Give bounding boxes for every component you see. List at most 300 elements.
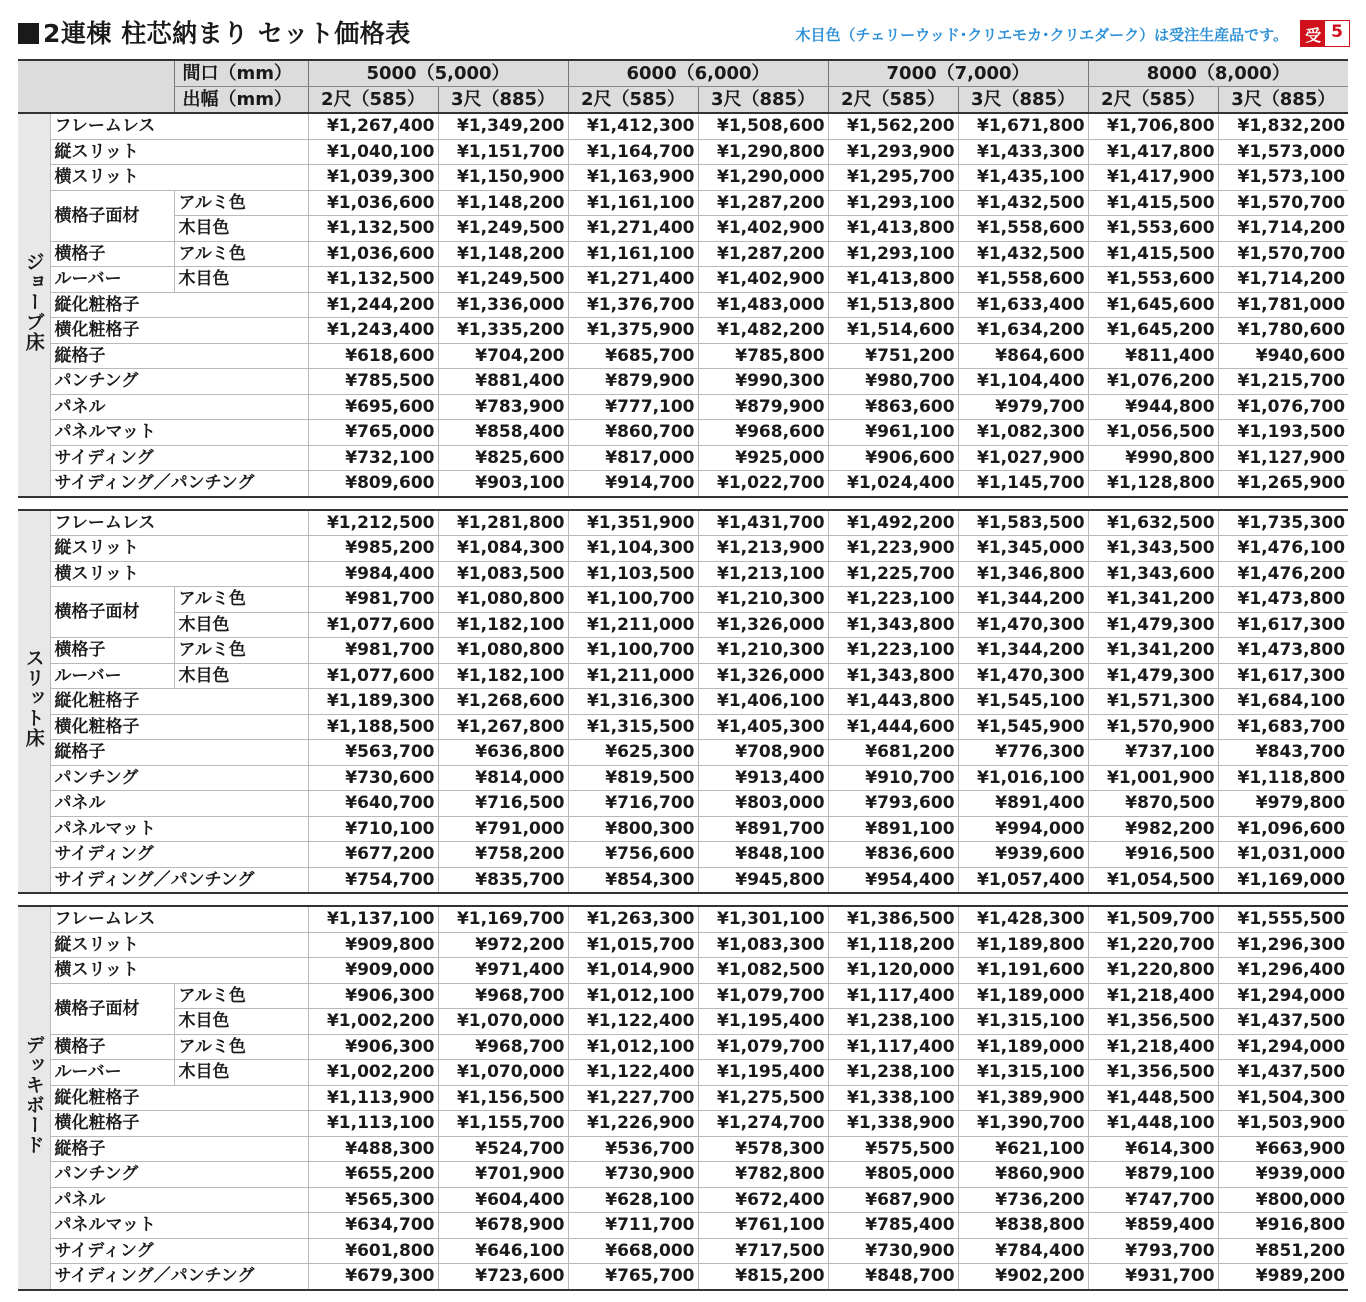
price-cell: ¥1,189,000 [958,1034,1088,1060]
table-row [18,740,1348,766]
price-cell: ¥1,076,200 [1088,369,1218,395]
price-cell: ¥1,117,400 [828,983,958,1009]
price-cell: ¥1,132,500 [308,216,438,242]
price-cell: ¥1,100,700 [568,587,698,613]
price-cell: ¥1,002,200 [308,1009,438,1035]
item-name: 縦格子 [50,740,308,766]
table-row [18,165,1348,191]
price-cell: ¥1,706,800 [1088,113,1218,139]
price-cell: ¥1,343,500 [1088,536,1218,562]
price-cell: ¥1,022,700 [698,471,828,497]
depth-label: 出幅（mm） [174,87,308,114]
item-name: 横スリット [50,958,308,984]
price-cell: ¥843,700 [1218,740,1348,766]
spacer-cell [18,893,1348,906]
price-cell: ¥848,100 [698,842,828,868]
price-cell: ¥1,483,000 [698,292,828,318]
table-row [18,1264,1348,1290]
price-cell: ¥1,223,900 [828,536,958,562]
price-cell: ¥891,100 [828,816,958,842]
price-cell: ¥793,700 [1088,1238,1218,1264]
price-cell: ¥870,500 [1088,791,1218,817]
price-cell: ¥1,215,700 [1218,369,1348,395]
table-row [18,663,1348,689]
price-cell: ¥1,189,000 [958,983,1088,1009]
price-cell: ¥1,137,100 [308,906,438,932]
price-cell: ¥1,476,100 [1218,536,1348,562]
price-cell: ¥732,100 [308,445,438,471]
depth-header: 2尺（585） [828,87,958,114]
price-cell: ¥1,290,000 [698,165,828,191]
price-cell: ¥687,900 [828,1187,958,1213]
price-cell: ¥1,120,000 [828,958,958,984]
price-cell: ¥1,271,400 [568,216,698,242]
table-row [18,983,1348,1009]
price-cell: ¥614,300 [1088,1136,1218,1162]
group-spacer [18,497,1348,510]
depth-header: 3尺（885） [698,87,828,114]
price-cell: ¥730,900 [568,1162,698,1188]
price-cell: ¥1,444,600 [828,714,958,740]
title-bar [18,8,1350,54]
price-cell: ¥695,600 [308,394,438,420]
item-name: パネル [50,791,308,817]
price-cell: ¥1,301,100 [698,906,828,932]
price-cell: ¥851,200 [1218,1238,1348,1264]
price-cell: ¥1,508,600 [698,113,828,139]
price-cell: ¥1,169,700 [438,906,568,932]
price-cell: ¥1,562,200 [828,113,958,139]
table-row [18,1213,1348,1239]
price-cell: ¥914,700 [568,471,698,497]
price-cell: ¥1,193,500 [1218,420,1348,446]
page-title-text: 2連棟 柱芯納まり セット価格表 [43,19,411,48]
price-cell: ¥1,344,200 [958,587,1088,613]
item-name: サイディング [50,842,308,868]
price-cell: ¥1,103,500 [568,561,698,587]
price-cell: ¥710,100 [308,816,438,842]
price-cell: ¥981,700 [308,638,438,664]
table-row [18,714,1348,740]
price-cell: ¥1,315,100 [958,1060,1088,1086]
group-label-cell [18,510,50,894]
price-cell: ¥1,545,900 [958,714,1088,740]
item-name: サイディング [50,445,308,471]
price-cell: ¥488,300 [308,1136,438,1162]
price-cell: ¥751,200 [828,343,958,369]
price-cell: ¥979,800 [1218,791,1348,817]
price-cell: ¥863,600 [828,394,958,420]
price-cell: ¥1,671,800 [958,113,1088,139]
price-cell: ¥906,600 [828,445,958,471]
price-cell: ¥765,000 [308,420,438,446]
price-cell: ¥1,079,700 [698,1034,828,1060]
price-cell: ¥1,341,200 [1088,638,1218,664]
price-cell: ¥1,645,600 [1088,292,1218,318]
sub-name: 木目色 [174,1009,308,1035]
price-table [18,59,1348,1291]
price-cell: ¥803,000 [698,791,828,817]
item-name: フレームレス [50,510,308,536]
price-cell: ¥716,500 [438,791,568,817]
price-cell: ¥980,700 [828,369,958,395]
price-cell: ¥1,558,600 [958,216,1088,242]
price-cell: ¥685,700 [568,343,698,369]
price-cell: ¥1,482,200 [698,318,828,344]
price-cell: ¥972,200 [438,932,568,958]
price-cell: ¥1,223,100 [828,587,958,613]
price-cell: ¥628,100 [568,1187,698,1213]
price-cell: ¥1,415,500 [1088,190,1218,216]
item-name: ルーバー [50,1060,174,1086]
price-cell: ¥1,470,300 [958,663,1088,689]
price-cell: ¥854,300 [568,867,698,893]
price-cell: ¥809,600 [308,471,438,497]
price-cell: ¥939,000 [1218,1162,1348,1188]
price-cell: ¥736,200 [958,1187,1088,1213]
price-cell: ¥1,343,800 [828,663,958,689]
price-cell: ¥1,220,800 [1088,958,1218,984]
item-name: サイディング／パンチング [50,1264,308,1290]
price-cell: ¥1,220,700 [1088,932,1218,958]
item-name: 縦化粧格子 [50,689,308,715]
price-cell: ¥860,900 [958,1162,1088,1188]
price-cell: ¥1,406,100 [698,689,828,715]
price-cell: ¥1,781,000 [1218,292,1348,318]
table-row [18,842,1348,868]
price-cell: ¥1,417,800 [1088,139,1218,165]
price-cell: ¥1,211,000 [568,663,698,689]
table-row [18,216,1348,242]
price-cell: ¥825,600 [438,445,568,471]
price-cell: ¥1,343,800 [828,612,958,638]
spacer-cell [18,497,1348,510]
item-name: フレームレス [50,113,308,139]
price-cell: ¥701,900 [438,1162,568,1188]
price-cell: ¥1,417,900 [1088,165,1218,191]
table-row [18,1085,1348,1111]
price-cell: ¥536,700 [568,1136,698,1162]
price-cell: ¥1,553,600 [1088,267,1218,293]
item-name: パンチング [50,765,308,791]
price-cell: ¥879,900 [698,394,828,420]
table-row [18,445,1348,471]
order-badge-label: 受 [1301,21,1325,46]
price-cell: ¥1,238,100 [828,1060,958,1086]
item-name: サイディング／パンチング [50,867,308,893]
price-cell: ¥1,437,500 [1218,1009,1348,1035]
price-cell: ¥1,014,900 [568,958,698,984]
price-cell: ¥711,700 [568,1213,698,1239]
price-cell: ¥858,400 [438,420,568,446]
price-cell: ¥1,189,800 [958,932,1088,958]
price-cell: ¥1,145,700 [958,471,1088,497]
price-cell: ¥989,200 [1218,1264,1348,1290]
price-cell: ¥879,100 [1088,1162,1218,1188]
price-cell: ¥981,700 [308,587,438,613]
item-name: パネルマット [50,420,308,446]
price-cell: ¥621,100 [958,1136,1088,1162]
price-cell: ¥1,435,100 [958,165,1088,191]
price-cell: ¥879,900 [568,369,698,395]
price-cell: ¥678,900 [438,1213,568,1239]
price-cell: ¥1,402,900 [698,216,828,242]
price-cell: ¥979,700 [958,394,1088,420]
price-cell: ¥1,345,000 [958,536,1088,562]
table-row [18,1009,1348,1035]
price-cell: ¥1,473,800 [1218,587,1348,613]
price-cell: ¥1,390,700 [958,1111,1088,1137]
price-cell: ¥1,683,700 [1218,714,1348,740]
table-row [18,1111,1348,1137]
price-cell: ¥1,634,200 [958,318,1088,344]
price-cell: ¥1,504,300 [1218,1085,1348,1111]
table-row [18,791,1348,817]
price-cell: ¥1,243,400 [308,318,438,344]
price-cell: ¥1,080,800 [438,587,568,613]
price-cell: ¥1,570,900 [1088,714,1218,740]
table-row [18,612,1348,638]
price-cell: ¥916,500 [1088,842,1218,868]
price-cell: ¥1,039,300 [308,165,438,191]
price-cell: ¥1,161,100 [568,190,698,216]
price-cell: ¥1,274,700 [698,1111,828,1137]
price-cell: ¥1,024,400 [828,471,958,497]
price-cell: ¥1,570,700 [1218,190,1348,216]
item-name: 縦スリット [50,139,308,165]
price-cell: ¥1,127,900 [1218,445,1348,471]
price-cell: ¥1,402,900 [698,267,828,293]
price-cell: ¥1,070,000 [438,1060,568,1086]
price-cell: ¥1,428,300 [958,906,1088,932]
price-cell: ¥1,296,300 [1218,932,1348,958]
price-cell: ¥1,012,100 [568,1034,698,1060]
price-cell: ¥601,800 [308,1238,438,1264]
price-cell: ¥1,571,300 [1088,689,1218,715]
price-cell: ¥1,263,300 [568,906,698,932]
page-title [18,14,411,50]
width-header: 8000（8,000） [1088,60,1348,87]
price-cell: ¥1,027,900 [958,445,1088,471]
price-cell: ¥1,155,700 [438,1111,568,1137]
price-cell: ¥1,113,900 [308,1085,438,1111]
price-cell: ¥1,077,600 [308,663,438,689]
item-name: 横格子面材 [50,190,174,241]
price-cell: ¥1,218,400 [1088,983,1218,1009]
price-cell: ¥954,400 [828,867,958,893]
price-cell: ¥1,476,200 [1218,561,1348,587]
item-name: 横化粧格子 [50,318,308,344]
price-cell: ¥1,056,500 [1088,420,1218,446]
price-cell: ¥776,300 [958,740,1088,766]
price-cell: ¥1,714,200 [1218,267,1348,293]
price-cell: ¥925,000 [698,445,828,471]
price-cell: ¥1,293,100 [828,190,958,216]
item-name: パネル [50,394,308,420]
sub-name: アルミ色 [174,241,308,267]
price-cell: ¥968,700 [438,1034,568,1060]
price-cell: ¥784,400 [958,1238,1088,1264]
price-cell: ¥990,800 [1088,445,1218,471]
price-cell: ¥1,553,600 [1088,216,1218,242]
price-cell: ¥1,036,600 [308,190,438,216]
price-cell: ¥1,645,200 [1088,318,1218,344]
price-cell: ¥968,700 [438,983,568,1009]
price-cell: ¥1,275,500 [698,1085,828,1111]
price-cell: ¥575,500 [828,1136,958,1162]
price-cell: ¥1,432,500 [958,190,1088,216]
price-cell: ¥1,040,100 [308,139,438,165]
price-cell: ¥1,148,200 [438,190,568,216]
price-cell: ¥1,545,100 [958,689,1088,715]
item-name: 横スリット [50,165,308,191]
price-cell: ¥777,100 [568,394,698,420]
price-cell: ¥668,000 [568,1238,698,1264]
price-cell: ¥1,294,000 [1218,983,1348,1009]
price-cell: ¥1,271,400 [568,267,698,293]
price-cell: ¥1,225,700 [828,561,958,587]
item-name: 縦化粧格子 [50,292,308,318]
group-spacer [18,893,1348,906]
price-cell: ¥1,151,700 [438,139,568,165]
price-cell: ¥944,800 [1088,394,1218,420]
price-cell: ¥1,338,100 [828,1085,958,1111]
depth-header: 3尺（885） [438,87,568,114]
price-cell: ¥747,700 [1088,1187,1218,1213]
width-header: 6000（6,000） [568,60,828,87]
price-cell: ¥1,341,200 [1088,587,1218,613]
table-row [18,267,1348,293]
price-cell: ¥1,267,400 [308,113,438,139]
price-cell: ¥730,900 [828,1238,958,1264]
price-cell: ¥1,281,800 [438,510,568,536]
price-cell: ¥1,287,200 [698,241,828,267]
item-name: サイディング／パンチング [50,471,308,497]
price-cell: ¥1,182,100 [438,663,568,689]
price-cell: ¥1,156,500 [438,1085,568,1111]
price-cell: ¥961,100 [828,420,958,446]
price-cell: ¥1,001,900 [1088,765,1218,791]
price-cell: ¥1,226,900 [568,1111,698,1137]
price-cell: ¥1,117,400 [828,1034,958,1060]
price-cell: ¥1,413,800 [828,267,958,293]
group-label-cell [18,906,50,1290]
item-name: パンチング [50,1162,308,1188]
table-row [18,292,1348,318]
price-cell: ¥1,316,300 [568,689,698,715]
price-cell: ¥1,293,900 [828,139,958,165]
item-name: 縦化粧格子 [50,1085,308,1111]
table-row [18,816,1348,842]
price-cell: ¥1,346,800 [958,561,1088,587]
price-cell: ¥1,213,900 [698,536,828,562]
price-cell: ¥1,684,100 [1218,689,1348,715]
table-row [18,1187,1348,1213]
price-cell: ¥1,188,500 [308,714,438,740]
price-cell: ¥604,400 [438,1187,568,1213]
price-cell: ¥1,326,000 [698,663,828,689]
price-cell: ¥625,300 [568,740,698,766]
price-cell: ¥1,016,100 [958,765,1088,791]
item-name: 横格子面材 [50,983,174,1034]
item-name: 横格子 [50,241,174,267]
price-cell: ¥785,800 [698,343,828,369]
depth-header: 2尺（585） [568,87,698,114]
table-row [18,932,1348,958]
table-row [18,638,1348,664]
price-cell: ¥1,573,000 [1218,139,1348,165]
table-row [18,1034,1348,1060]
price-cell: ¥761,100 [698,1213,828,1239]
price-cell: ¥1,315,100 [958,1009,1088,1035]
table-row [18,241,1348,267]
price-cell: ¥814,000 [438,765,568,791]
price-cell: ¥1,617,300 [1218,663,1348,689]
price-cell: ¥910,700 [828,765,958,791]
sub-name: 木目色 [174,663,308,689]
price-cell: ¥1,212,500 [308,510,438,536]
price-cell: ¥1,015,700 [568,932,698,958]
group-label: デッキボード [22,1034,45,1155]
group-label: スリット床 [22,648,45,749]
made-to-order-note: 木目色（チェリーウッド･クリエモカ･クリエダーク）は受注生産品です。 [795,26,1288,44]
price-cell: ¥881,400 [438,369,568,395]
header-corner [18,60,174,113]
price-cell: ¥848,700 [828,1264,958,1290]
price-cell: ¥859,400 [1088,1213,1218,1239]
item-name: 横化粧格子 [50,714,308,740]
price-cell: ¥1,470,300 [958,612,1088,638]
price-cell: ¥1,573,100 [1218,165,1348,191]
price-cell: ¥1,118,200 [828,932,958,958]
item-name: 横格子 [50,638,174,664]
price-cell: ¥1,265,900 [1218,471,1348,497]
price-cell: ¥1,150,900 [438,165,568,191]
price-cell: ¥1,343,600 [1088,561,1218,587]
sub-name: アルミ色 [174,587,308,613]
price-cell: ¥1,084,300 [438,536,568,562]
table-row [18,190,1348,216]
price-cell: ¥785,400 [828,1213,958,1239]
item-name: 横化粧格子 [50,1111,308,1137]
price-cell: ¥1,479,300 [1088,663,1218,689]
price-cell: ¥655,200 [308,1162,438,1188]
price-cell: ¥1,195,400 [698,1009,828,1035]
price-cell: ¥1,195,400 [698,1060,828,1086]
item-name: 縦スリット [50,932,308,958]
price-cell: ¥1,213,100 [698,561,828,587]
price-cell: ¥985,200 [308,536,438,562]
price-cell: ¥906,300 [308,983,438,1009]
sub-name: アルミ色 [174,638,308,664]
price-cell: ¥968,600 [698,420,828,446]
price-cell: ¥1,104,400 [958,369,1088,395]
price-cell: ¥681,200 [828,740,958,766]
price-cell: ¥860,700 [568,420,698,446]
price-cell: ¥1,211,000 [568,612,698,638]
price-cell: ¥909,800 [308,932,438,958]
item-name: サイディング [50,1238,308,1264]
price-cell: ¥754,700 [308,867,438,893]
price-cell: ¥931,700 [1088,1264,1218,1290]
price-cell: ¥1,104,300 [568,536,698,562]
price-cell: ¥1,002,200 [308,1060,438,1086]
price-cell: ¥1,182,100 [438,612,568,638]
price-cell: ¥1,514,600 [828,318,958,344]
price-cell: ¥1,558,600 [958,267,1088,293]
price-cell: ¥1,570,700 [1218,241,1348,267]
depth-header: 3尺（885） [958,87,1088,114]
